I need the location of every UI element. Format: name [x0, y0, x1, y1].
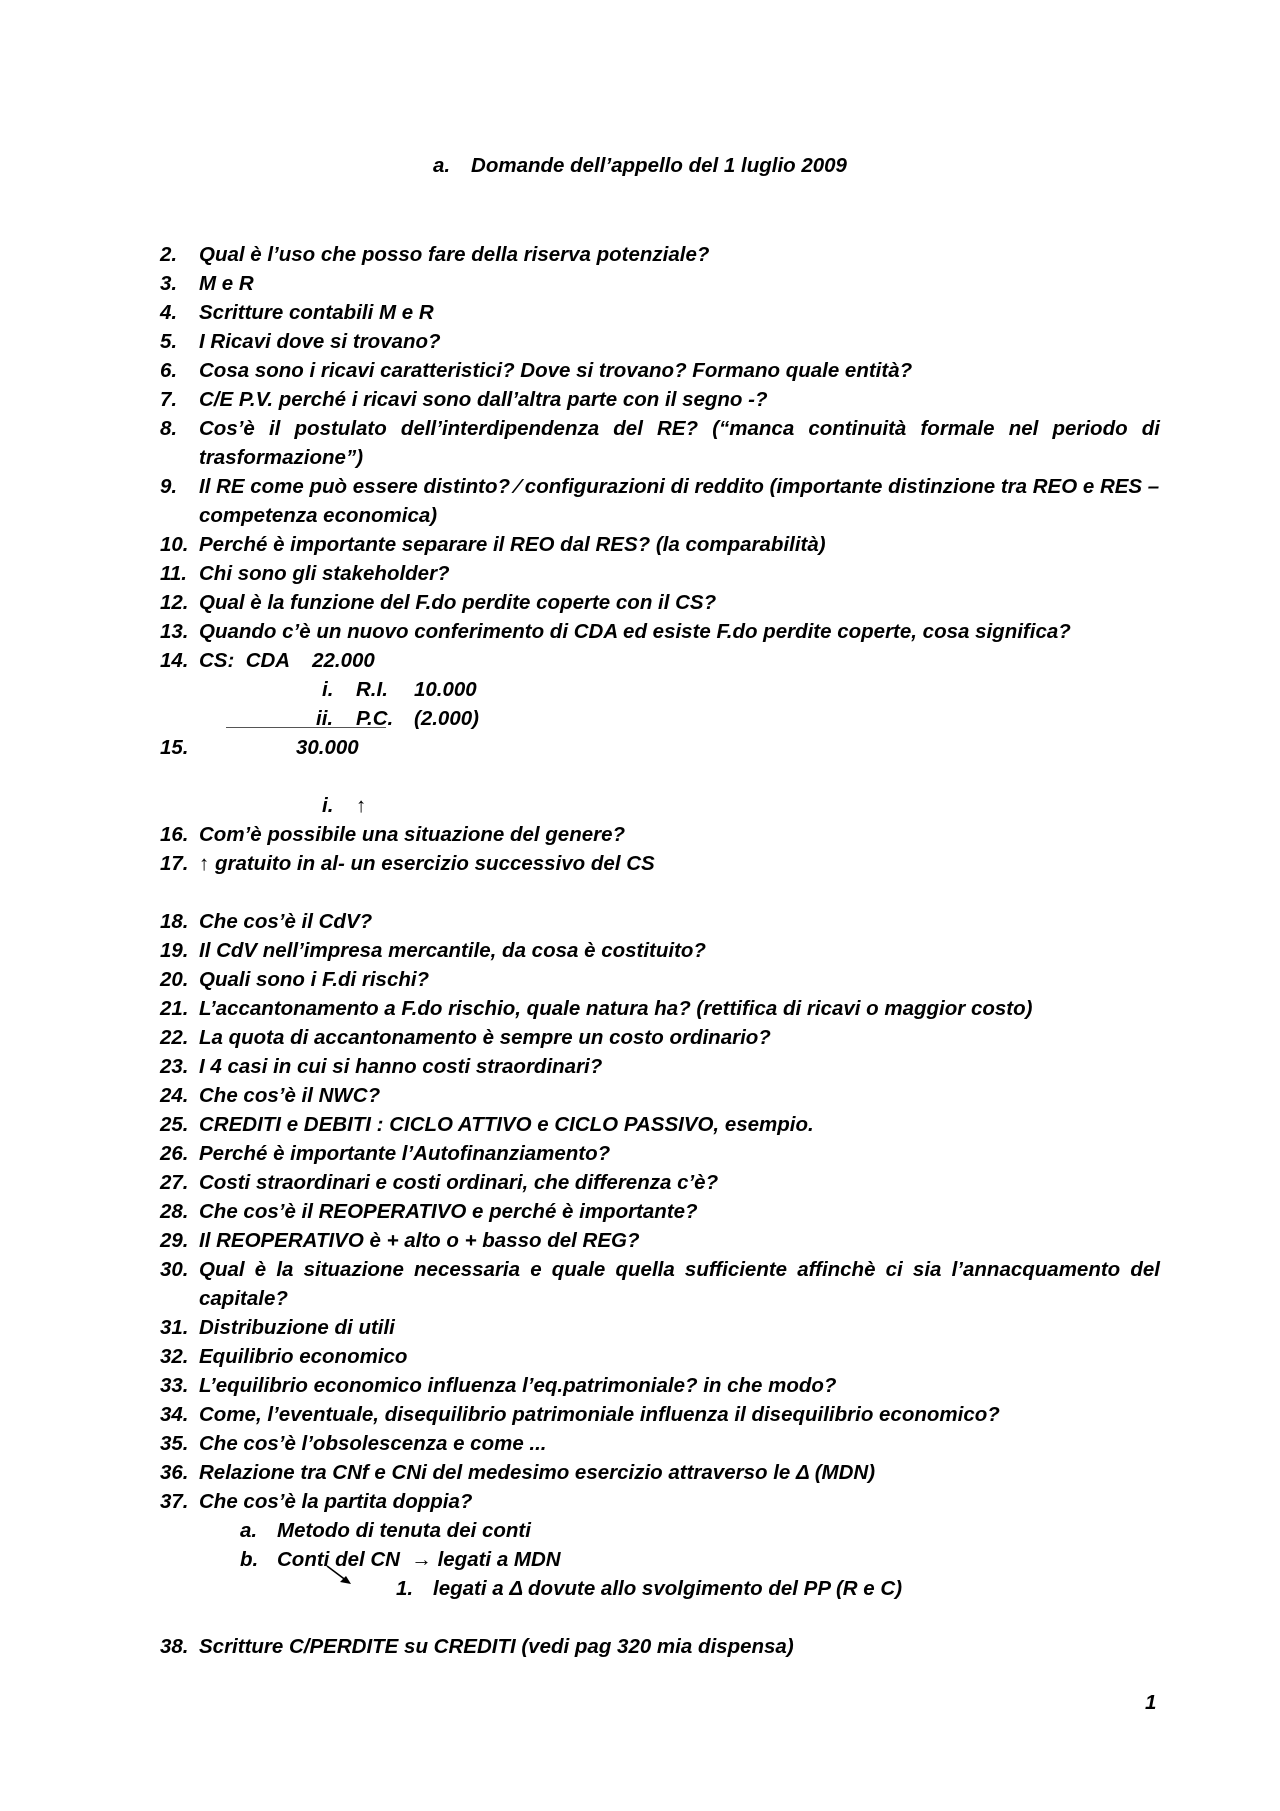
question-item [160, 1342, 1160, 1371]
sub-item-text: Metodo di tenuta dei conti [277, 1519, 531, 1542]
question-text: Come, l’eventuale, disequilibrio patrimoniale influenza il disequilibrio economico? [199, 1403, 1000, 1426]
question-number: 25. [160, 1113, 189, 1136]
question-number: 30. [160, 1258, 189, 1281]
question-text: ↑ gratuito in al- un esercizio successivo del CS [199, 852, 655, 875]
question-item [160, 907, 1160, 936]
question-text: CREDITI e DEBITI : CICLO ATTIVO e CICLO PASSIVO, esempio. [199, 1113, 814, 1136]
question-number: 5. [160, 330, 178, 353]
question-text: Distribuzione di utili [199, 1316, 395, 1339]
question-item [160, 849, 1160, 878]
question-text: Il CdV nell’impresa mercantile, da cosa è costituito? [199, 939, 706, 962]
diagonal-arrow-icon [325, 1564, 355, 1588]
question-item [160, 1632, 1160, 1661]
question-item [160, 1226, 1160, 1255]
question-number: 13. [160, 620, 189, 643]
question-item [160, 414, 1160, 472]
question-number: 19. [160, 939, 189, 962]
question-text: Relazione tra CNf e CNi del medesimo esercizio attraverso le Δ (MDN) [199, 1461, 876, 1484]
question-number: 38. [160, 1635, 189, 1658]
question-text: La quota di accantonamento è sempre un costo ordinario? [199, 1026, 771, 1049]
question-text: Quando c’è un nuovo conferimento di CDA ed esiste F.do perdite coperte, cosa significa? [199, 620, 1071, 643]
question-item [160, 240, 1160, 269]
question-number: 6. [160, 359, 178, 382]
question-number: 32. [160, 1345, 189, 1368]
question-item [160, 356, 1160, 385]
question-text: Chi sono gli stakeholder? [199, 562, 450, 585]
sub-item-text: legati a Δ dovute allo svolgimento del PP (R e C) [433, 1577, 903, 1600]
question-text: Com’è possibile una situazione del genere? [199, 823, 626, 846]
question-item [160, 994, 1160, 1023]
question-item [160, 298, 1160, 327]
cs-row-label: i. [322, 678, 334, 701]
question-text: Costi straordinari e costi ordinari, che differenza c’è? [199, 1171, 719, 1194]
question-number: 28. [160, 1200, 189, 1223]
up-arrow-icon: ↑ [356, 794, 367, 817]
question-number: 3. [160, 272, 178, 295]
question-text: Che cos’è il REOPERATIVO e perché è importante? [199, 1200, 698, 1223]
question-item [160, 1429, 1160, 1458]
sub-label: i. [322, 794, 334, 817]
question-item [160, 1023, 1160, 1052]
question-item [160, 327, 1160, 356]
question-number: 34. [160, 1403, 189, 1426]
question-number: 7. [160, 388, 178, 411]
question-text: Cos’è il postulato dell’interdipendenza del RE? (“manca continuità formale nel periodo di trasformazione”) [199, 417, 1160, 469]
question-number: 9. [160, 475, 178, 498]
question-text: C/E P.V. perché i ricavi sono dall’altra parte con il segno -? [199, 388, 768, 411]
question-number: 20. [160, 968, 189, 991]
question-item [160, 1139, 1160, 1168]
question-number: 4. [160, 301, 178, 324]
question-number: 18. [160, 910, 189, 933]
question-item [160, 472, 1160, 530]
question-text: Che cos’è il NWC? [199, 1084, 381, 1107]
question-number: 17. [160, 852, 189, 875]
question-item [160, 269, 1160, 298]
cs-row-item: P.C. [356, 707, 394, 730]
question-number: 27. [160, 1171, 189, 1194]
sum-underline [226, 727, 386, 728]
question-item [160, 1487, 1160, 1516]
question-item [160, 1371, 1160, 1400]
question-number: 23. [160, 1055, 189, 1078]
question-number: 37. [160, 1490, 189, 1513]
question-item [160, 588, 1160, 617]
question-number: 35. [160, 1432, 189, 1455]
question-text: Che cos’è la partita doppia? [199, 1490, 473, 1513]
page-title [0, 154, 1280, 178]
question-number: 36. [160, 1461, 189, 1484]
question-text: Il RE come può essere distinto? ⁄ configurazioni di reddito (importante distinzione tra REO e RES – competenza economica) [199, 475, 1160, 527]
cs-total: 30.000 [296, 736, 359, 759]
question-number: 31. [160, 1316, 189, 1339]
question-text: L’equilibrio economico influenza l’eq.patrimoniale? in che modo? [199, 1374, 837, 1397]
cs-row-value: (2.000) [414, 707, 479, 730]
question-text: Qual è l’uso che posso fare della riserva potenziale? [199, 243, 710, 266]
question-text: Scritture C/PERDITE su CREDITI (vedi pag 320 mia dispensa) [199, 1635, 794, 1658]
question-number: 16. [160, 823, 189, 846]
question-item [160, 1197, 1160, 1226]
question-item [160, 646, 1160, 675]
question-text: Il REOPERATIVO è + alto o + basso del REG? [199, 1229, 640, 1252]
question-text: Perché è importante l’Autofinanziamento? [199, 1142, 611, 1165]
question-item [160, 936, 1160, 965]
question-number: 10. [160, 533, 189, 556]
question-number: 24. [160, 1084, 189, 1107]
question-item [160, 617, 1160, 646]
question-item [160, 1458, 1160, 1487]
question-text: Qual è la situazione necessaria e quale quella sufficiente affinchè ci sia l’annacquamento del capitale? [199, 1258, 1160, 1310]
question-number: 22. [160, 1026, 189, 1049]
question-number: 15. [160, 736, 189, 759]
question-text: Che cos’è il CdV? [199, 910, 373, 933]
question-number: 14. [160, 649, 189, 672]
question-item [160, 1081, 1160, 1110]
question-item [160, 1400, 1160, 1429]
question-item [160, 820, 1160, 849]
question-item [160, 1110, 1160, 1139]
question-number: 8. [160, 417, 178, 440]
question-number: 11. [160, 562, 187, 585]
question-number: 21. [160, 997, 189, 1020]
title-text: Domande dell’appello del 1 luglio 2009 [471, 154, 847, 177]
sub-item-label: 1. [396, 1577, 414, 1600]
question-number: 12. [160, 591, 189, 614]
question-number: 33. [160, 1374, 189, 1397]
question-item [160, 530, 1160, 559]
question-item [160, 965, 1160, 994]
question-item [160, 385, 1160, 414]
question-item [160, 1255, 1160, 1313]
question-text: Scritture contabili M e R [199, 301, 434, 324]
cs-row-label: ii. [316, 707, 334, 730]
question-text: I Ricavi dove si trovano? [199, 330, 441, 353]
question-number: 2. [160, 243, 178, 266]
question-text: CS: CDA 22.000 [199, 649, 375, 672]
question-number: 26. [160, 1142, 189, 1165]
question-text: Equilibrio economico [199, 1345, 408, 1368]
question-text: Quali sono i F.di rischi? [199, 968, 430, 991]
sub-item-label: a. [240, 1519, 258, 1542]
sub-item-text: Conti del CN → legati a MDN [277, 1548, 561, 1571]
page-number: 1 [1145, 1691, 1157, 1714]
sub-item-label: b. [240, 1548, 259, 1571]
question-text: L’accantonamento a F.do rischio, quale natura ha? (rettifica di ricavi o maggior costo) [199, 997, 1033, 1020]
cs-row-item: R.I. [356, 678, 388, 701]
question-text: M e R [199, 272, 254, 295]
question-item [160, 559, 1160, 588]
question-text: Che cos’è l’obsolescenza e come ... [199, 1432, 547, 1455]
question-number: 29. [160, 1229, 189, 1252]
question-text: Qual è la funzione del F.do perdite coperte con il CS? [199, 591, 717, 614]
title-label: a. [433, 154, 451, 177]
question-item [160, 1313, 1160, 1342]
question-item [160, 1052, 1160, 1081]
question-item [160, 1168, 1160, 1197]
question-text: I 4 casi in cui si hanno costi straordinari? [199, 1055, 603, 1078]
question-text: Perché è importante separare il REO dal RES? (la comparabilità) [199, 533, 826, 556]
cs-row-value: 10.000 [414, 678, 477, 701]
question-text: Cosa sono i ricavi caratteristici? Dove si trovano? Formano quale entità? [199, 359, 913, 382]
